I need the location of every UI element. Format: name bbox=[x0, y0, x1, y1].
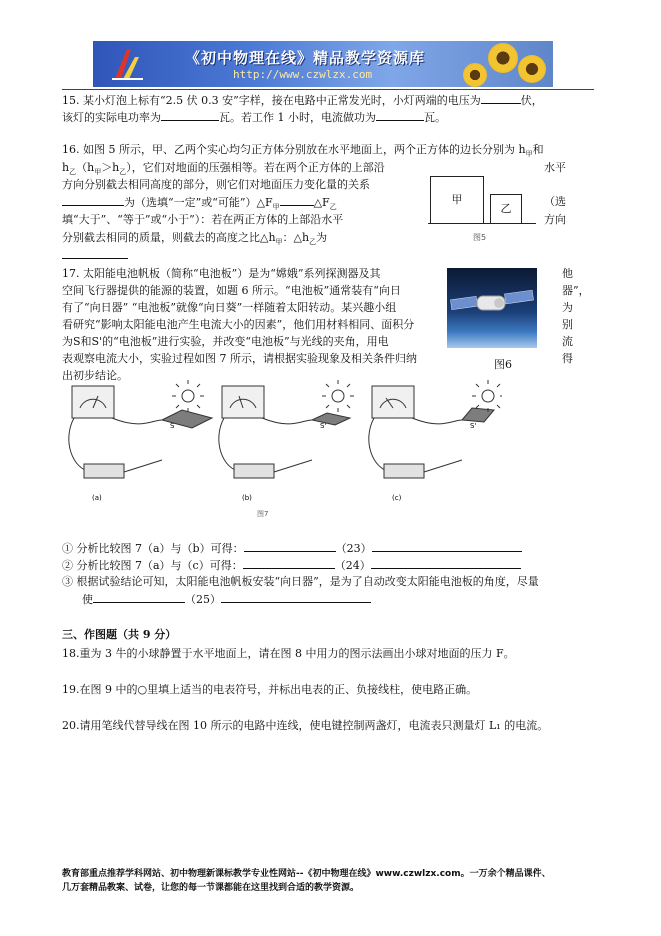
q16-line3: 方向分别截去相同高度的部分，则它们对地面压力变化量的关系 bbox=[62, 178, 370, 191]
q16-line7 bbox=[62, 247, 128, 264]
header-divider bbox=[62, 89, 594, 90]
q17-sub3: ③ 根据试验结论可知，太阳能电池帆板安装“向日器”，是为了自动改变太阳能电池板的角度，尽量 bbox=[62, 575, 539, 588]
q19: 19.在图 9 中的○里填上适当的电表符号，并标出电表的正、负接线柱，使电路正确。 bbox=[62, 683, 478, 696]
q15-line2: 该灯的实际电功率为 瓦。若工作 1 小时，电流做功为 瓦。 bbox=[62, 111, 446, 124]
header-banner bbox=[93, 41, 553, 87]
experiment-c bbox=[369, 380, 502, 478]
sunflower-icon bbox=[488, 43, 518, 73]
figure-6-satellite bbox=[447, 268, 537, 348]
q16-line5: 填“大于”、“等于”或“小于”）：若在两正方体的上部沿水平 bbox=[62, 213, 344, 226]
figure-7 bbox=[62, 380, 502, 520]
q17-line2-right: 器”， bbox=[562, 284, 590, 297]
figure-7-caption: 图7 bbox=[257, 510, 269, 518]
q16-line4: 为（选填“一定”或“可能$”)\triangle F_甲$ $\triangle F_乙$ bbox=[62, 194, 337, 215]
q17-line5-right: 流 bbox=[562, 335, 573, 348]
q17-line4: 看研究“影响太阳能电池产生电流大小的因素”，他们用材料相同、面积分 bbox=[62, 318, 415, 331]
section-3-title: 三、作图题（共 9 分） bbox=[62, 628, 177, 641]
q17-line1-right: 他 bbox=[562, 267, 573, 280]
cube-jia: 甲 bbox=[430, 176, 484, 224]
panel-label-c: S' bbox=[470, 422, 477, 430]
fig7-label-c: (c) bbox=[392, 494, 402, 502]
fig7-label-a: (a) bbox=[92, 494, 102, 502]
q17-line5: 为S和S'的“电池板”进行实验，并改变“电池板”与光线的夹角，用电 bbox=[62, 335, 389, 348]
q16-line5-right: 方向 bbox=[544, 213, 566, 226]
cube-yi: 乙 bbox=[490, 194, 522, 224]
panel-label-a: S bbox=[170, 422, 175, 430]
q17-line6-right: 得 bbox=[562, 352, 573, 365]
q17-line4-right: 别 bbox=[562, 318, 573, 331]
experiment-a bbox=[69, 380, 212, 478]
q17-line2: 空间飞行器提供的能源的装置，如题 6 所示。“电池板”通常装有“向日 bbox=[62, 284, 401, 297]
q18: 18.重为 3 牛的小球静置于水平地面上，请在图 8 中用力的图示法画出小球对地面的压力 F。 bbox=[62, 647, 515, 660]
q16-line6: 分别截去相同的质量，则截去的高度之比$\triangle h_甲$：$\triangle h_乙$为 bbox=[62, 231, 328, 247]
figure-5-caption: 图5 bbox=[473, 233, 487, 242]
q15-line1: 15. 某小灯泡上标有“2.5 伏 0.3 安”字样，接在电路中正常发光时，小灯两端的电压为 伏， bbox=[62, 94, 543, 107]
q16-line2-right: 水平 bbox=[544, 161, 566, 174]
q16-line2: $h_乙(h_甲>h_乙)$，它们对地面的压强相等。若在两个正方体的上部沿 bbox=[62, 161, 385, 177]
q17-sub2: ② 分析比较图 7（a）与（c）可得： （24） bbox=[62, 557, 521, 574]
q17-line6: 表观察电流大小，实验过程如图 7 所示，请根据实验现象及相关条件归纳 bbox=[62, 352, 417, 365]
q17-line1: 17. 太阳能电池帆板（简称“电池板”）是为“嫦娥”系列探测器及其 bbox=[62, 267, 381, 280]
q20: 20.请用笔线代替导线在图 10 所示的电路中连线，使电键控制两盏灯，电流表只测量灯 L₁ 的电流。 bbox=[62, 719, 549, 732]
fig7-label-b: (b) bbox=[242, 494, 252, 502]
q17-line7: 出初步结论。 bbox=[62, 369, 128, 382]
footer-line2: 几万套精品教案、试卷，让您的每一节课都能在这里找到合适的教学资源。 bbox=[62, 883, 360, 893]
q16-line1: 16. 如图 5 所示，甲、乙两个实心均匀正方体分别放在水平地面上，两个正方体的边长分别为 $h_甲$和 bbox=[62, 143, 544, 159]
q17-line3: 有了“向日器” “电池板”就像“向日葵”一样随着太阳转动。某兴趣小组 bbox=[62, 301, 397, 314]
experiment-b bbox=[219, 380, 354, 478]
figure-6-caption: 图6 bbox=[494, 358, 512, 371]
footer-line1: 教育部重点推荐学科网站、初中物理新课标教学专业性网站--《初中物理在线》www.czwlzx.com。一万余个精品课件、 bbox=[62, 869, 551, 879]
banner-logo bbox=[109, 45, 145, 83]
sunflower-icon bbox=[463, 63, 487, 87]
figure-5 bbox=[428, 172, 538, 242]
q17-sub3-cont: 使 （25） bbox=[82, 591, 371, 608]
panel-label-b: S' bbox=[320, 422, 327, 430]
ground-line bbox=[428, 223, 536, 224]
sunflower-icon bbox=[518, 55, 546, 83]
q17-sub1: ① 分析比较图 7（a）与（b）可得： （23） bbox=[62, 540, 522, 557]
banner-url[interactable]: http://www.czwlzx.com bbox=[233, 68, 373, 81]
banner-title: 《初中物理在线》精品教学资源库 bbox=[185, 49, 426, 67]
q16-line4-right: （选 bbox=[544, 195, 566, 208]
q17-line3-right: 为 bbox=[562, 301, 573, 314]
